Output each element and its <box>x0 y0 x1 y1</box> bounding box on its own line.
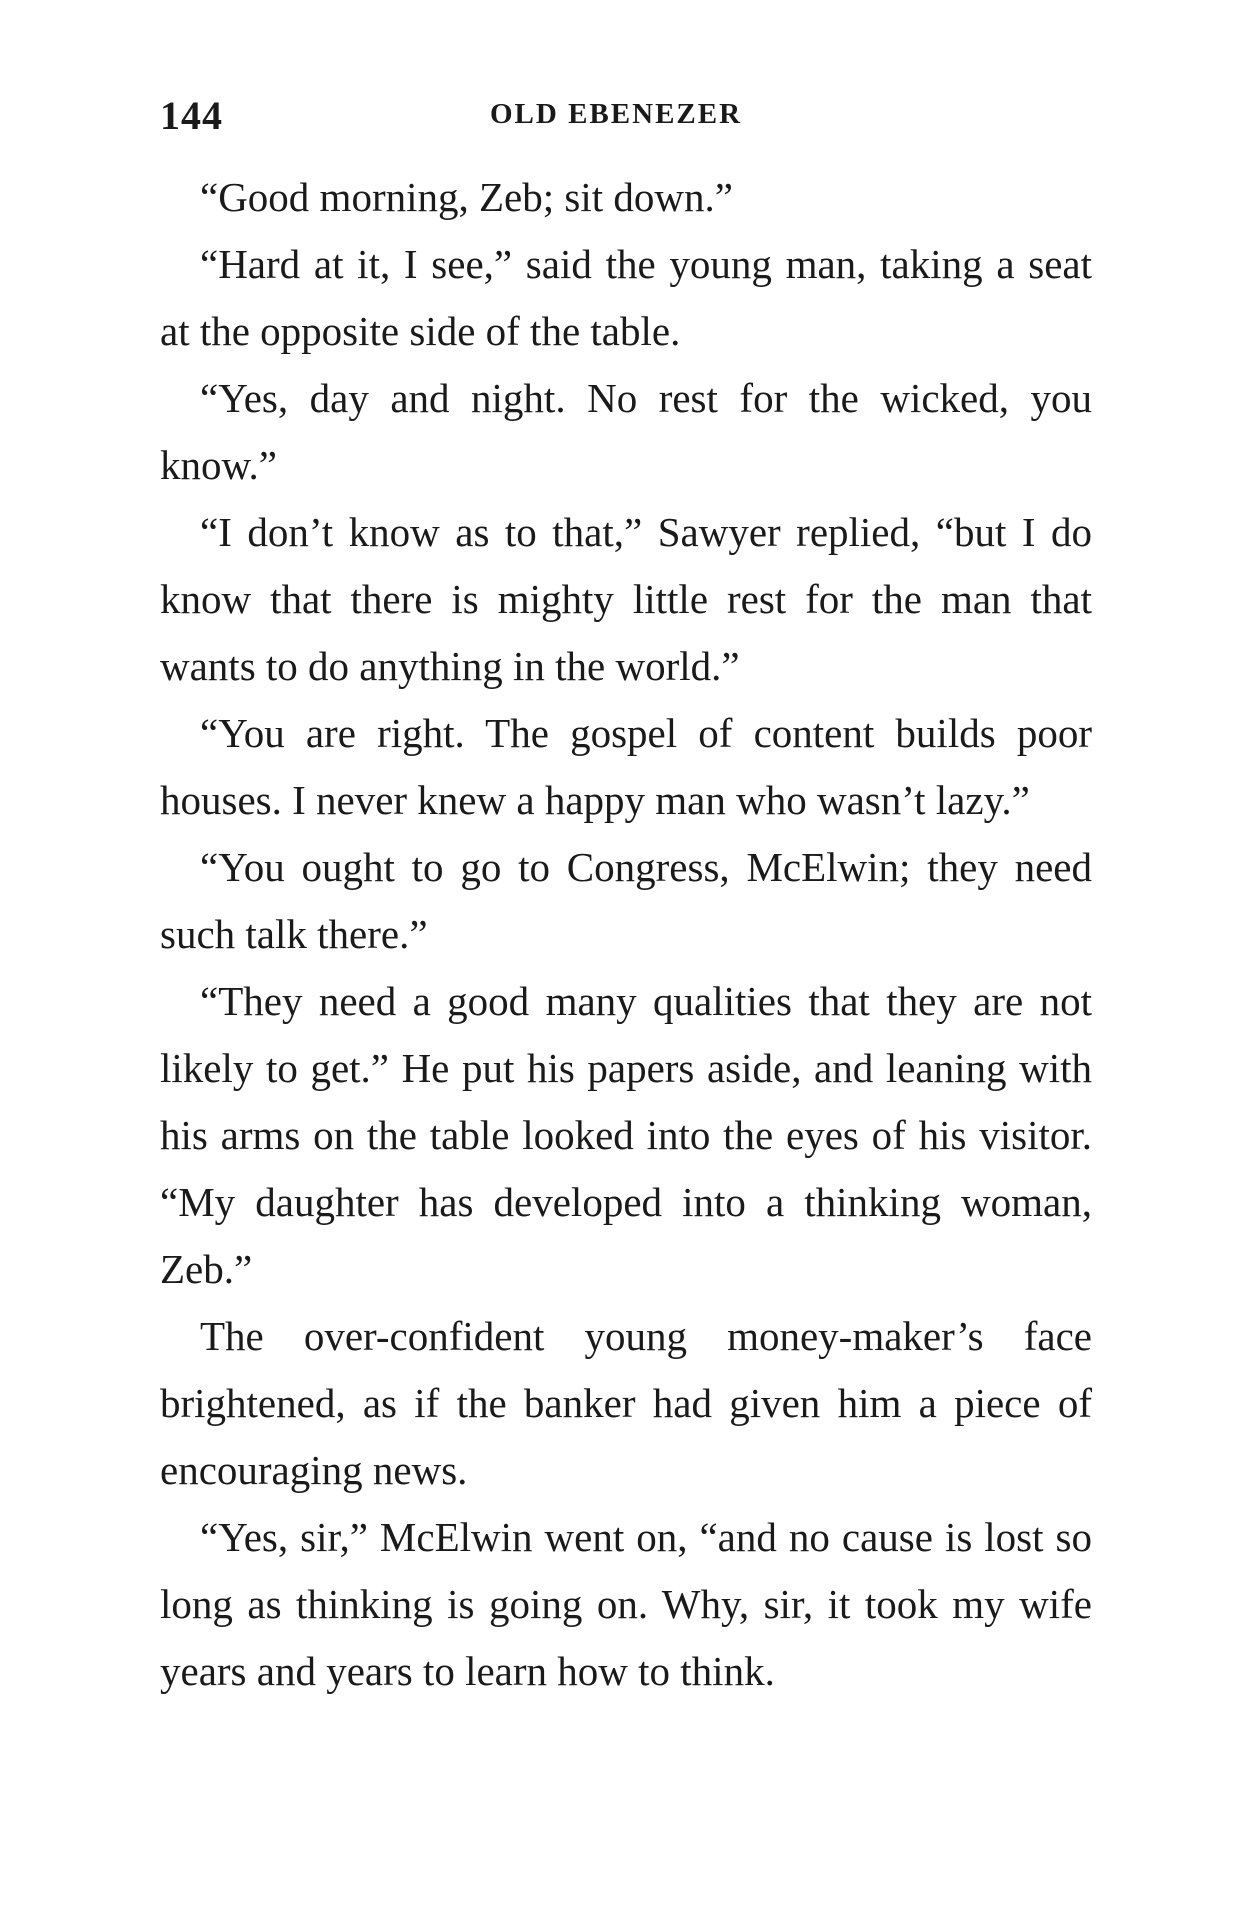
body-text <box>160 164 1092 1705</box>
paragraph: “Yes, sir,” McElwin went on, “and no cause is lost so long as thinking is going on. Why, sir, it took my wife years and years to learn how to think. <box>160 1514 1092 1694</box>
paragraph: “Good morning, Zeb; sit down.” <box>200 174 733 220</box>
paragraph: “Hard at it, I see,” said the young man, taking a seat at the opposite side of the table. <box>160 241 1092 354</box>
page-number: 144 <box>160 93 223 138</box>
paragraph: “I don’t know as to that,” Sawyer replied, “but I do know that there is mighty little rest for the man that wants to do anything in the world.” <box>160 509 1092 689</box>
paragraph: “You ought to go to Congress, McElwin; they need such talk there.” <box>160 844 1092 957</box>
paragraph: “They need a good many qualities that they are not likely to get.” He put his papers aside, and leaning with his arms on the table looked into the eyes of his visitor. “My daughter has developed into a thinking woman, Zeb.” <box>160 978 1092 1292</box>
paragraph: The over-confident young money-maker’s face brightened, as if the banker had given him a piece of encouraging news. <box>160 1313 1092 1493</box>
paragraph: “Yes, day and night. No rest for the wicked, you know.” <box>160 375 1092 488</box>
running-title: OLD EBENEZER <box>490 98 743 130</box>
page-header <box>160 92 1092 142</box>
paragraph: “You are right. The gospel of content builds poor houses. I never knew a happy man who wasn’t lazy.” <box>160 710 1092 823</box>
